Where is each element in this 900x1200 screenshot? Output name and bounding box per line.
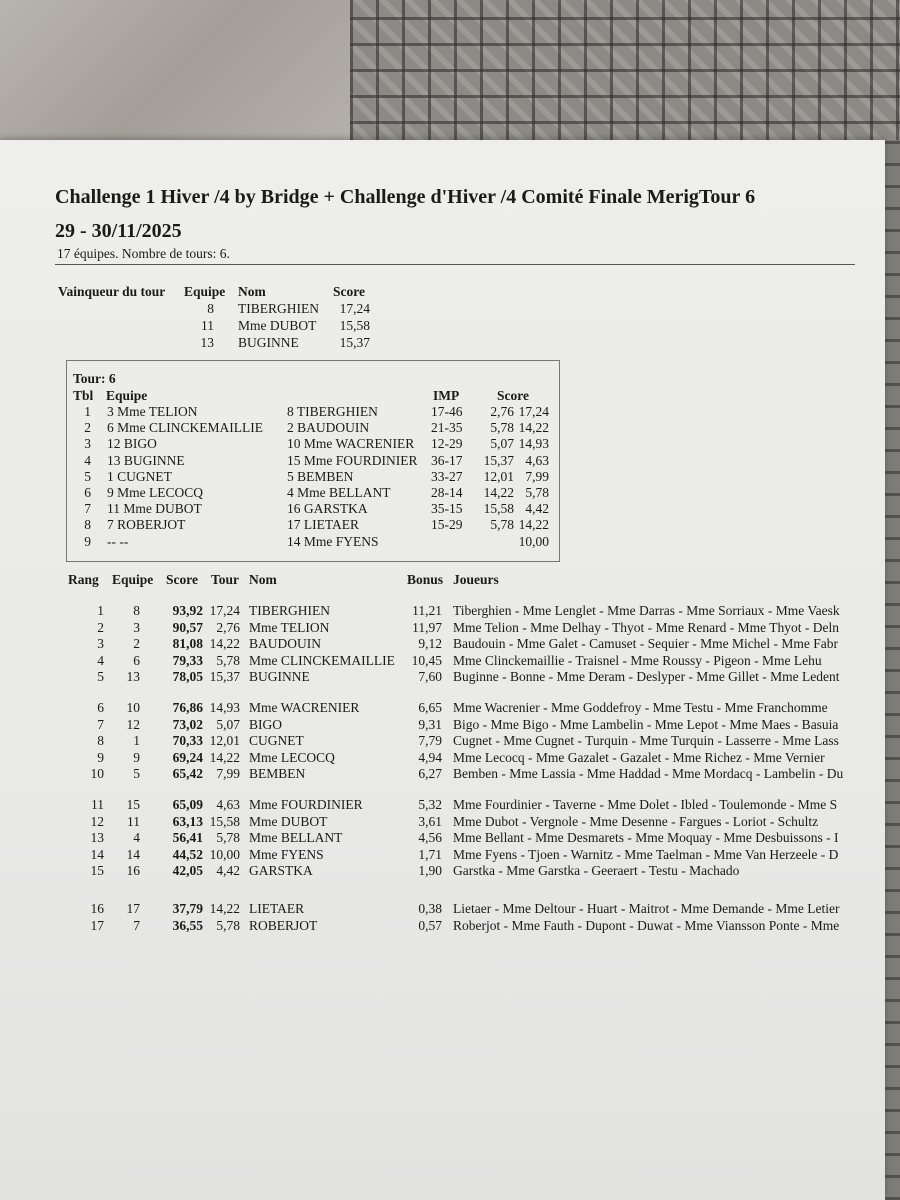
round-team-b: 8 TIBERGHIEN — [287, 404, 378, 419]
winner-score: 15,37 — [339, 335, 370, 350]
rank-score: 44,52 — [172, 846, 203, 862]
rank-bonus: 0,57 — [418, 918, 442, 933]
rank-value: 14 — [90, 846, 104, 862]
round-score-a: 2,76 — [490, 404, 514, 419]
rank-score: 37,79 — [172, 901, 203, 916]
rank-bonus: 7,79 — [418, 733, 442, 748]
rank-players: Mme Bellant - Mme Desmarets - Mme Moquay - Mme Desbuissons - I — [453, 830, 839, 845]
round-table-number: 4 — [84, 452, 91, 468]
rank-players: Tiberghien - Mme Lenglet - Mme Darras - Mme Sorriaux - Mme Vaesk — [453, 603, 840, 618]
rank-name: Mme BELLANT — [249, 830, 343, 845]
winner-name: TIBERGHIEN — [238, 301, 319, 316]
rank-players: Garstka - Mme Garstka - Geeraert - Testu - Machado — [453, 863, 740, 878]
round-team-a: 12 BIGO — [107, 436, 157, 452]
rank-score: 42,05 — [172, 863, 203, 878]
rank-team: 9 — [133, 749, 140, 765]
rank-players: Mme Telion - Mme Delhay - Thyot - Mme Renard - Mme Thyot - Deln — [453, 619, 839, 635]
rank-bonus: 4,94 — [418, 749, 442, 765]
rank-team: 13 — [126, 669, 140, 684]
round-table-number: 1 — [84, 404, 91, 419]
ranking-team-header: Equipe — [112, 572, 154, 587]
rank-name: GARSTKA — [249, 863, 313, 878]
rank-bonus: 0,38 — [418, 901, 442, 916]
winners-label: Vainqueur du tour — [58, 284, 166, 299]
round-imp: 17-46 — [431, 404, 463, 419]
rank-value: 8 — [97, 733, 104, 748]
rank-score: 90,57 — [172, 619, 203, 635]
round-team-b: 14 Mme FYENS — [287, 533, 379, 549]
round-team-b: 2 BAUDOUIN — [287, 420, 370, 436]
rank-tour: 2,76 — [216, 619, 240, 635]
rank-bonus: 11,97 — [412, 619, 442, 635]
rank-tour: 14,93 — [209, 700, 240, 715]
round-score-b: 14,22 — [518, 517, 549, 533]
rank-players: Mme Wacrenier - Mme Goddefroy - Mme Testu - Mme Franchomme — [453, 700, 828, 715]
round-table-number: 7 — [84, 501, 91, 517]
rank-value: 15 — [90, 863, 104, 878]
winner-team: 13 — [200, 335, 214, 350]
rank-value: 10 — [90, 766, 104, 781]
rank-name: Mme FOURDINIER — [249, 797, 363, 812]
rank-score: 79,33 — [172, 652, 203, 668]
round-score-b: 4,63 — [525, 452, 549, 468]
rank-tour: 5,78 — [216, 652, 240, 668]
round-score-b: 7,99 — [525, 468, 549, 484]
rank-team: 3 — [133, 619, 140, 635]
round-score-a: 15,58 — [483, 501, 514, 517]
rank-players: Mme Dubot - Vergnole - Mme Desenne - Fargues - Loriot - Schultz — [453, 813, 819, 829]
rank-name: Mme LECOCQ — [249, 749, 335, 765]
rank-bonus: 6,27 — [418, 766, 442, 781]
rank-bonus: 9,12 — [418, 636, 442, 651]
round-team-b: 15 Mme FOURDINIER — [287, 452, 418, 468]
round-imp: 21-35 — [431, 420, 463, 436]
rank-bonus: 9,31 — [418, 716, 442, 732]
round-team-b: 17 LIETAER — [287, 517, 360, 533]
background-leather — [0, 0, 350, 150]
round-team-a: 1 CUGNET — [107, 468, 172, 484]
round-table-number: 8 — [84, 517, 91, 533]
rank-team: 16 — [126, 863, 140, 878]
rank-team: 11 — [127, 813, 140, 829]
rank-players: Buginne - Bonne - Mme Deram - Deslyper - Mme Gillet - Mme Ledent — [453, 669, 840, 684]
rank-tour: 12,01 — [209, 733, 240, 748]
rank-players: Cugnet - Mme Cugnet - Turquin - Mme Turquin - Lasserre - Mme Lass — [453, 733, 839, 748]
rank-value: 6 — [97, 700, 104, 715]
rank-players: Bigo - Mme Bigo - Mme Lambelin - Mme Lepot - Mme Maes - Basuia — [453, 716, 839, 732]
rank-tour: 7,99 — [216, 766, 240, 781]
rank-team: 14 — [126, 846, 140, 862]
rank-bonus: 1,71 — [418, 846, 442, 862]
rank-score: 65,09 — [172, 797, 203, 812]
winner-score: 17,24 — [339, 301, 370, 316]
rank-score: 70,33 — [172, 733, 203, 748]
winner-name: Mme DUBOT — [238, 318, 317, 333]
rank-name: BEMBEN — [249, 766, 306, 781]
title-divider — [55, 264, 855, 265]
event-info: 17 équipes. Nombre de tours: 6. — [57, 246, 230, 261]
round-team-a: 3 Mme TELION — [107, 404, 198, 419]
round-score-a: 5,78 — [490, 420, 514, 436]
round-table-number: 6 — [84, 485, 91, 500]
round-table-number: 9 — [84, 533, 91, 549]
winner-team: 8 — [207, 301, 214, 316]
winner-name: BUGINNE — [238, 335, 299, 350]
rank-tour: 10,00 — [209, 846, 240, 862]
rank-name: BIGO — [249, 716, 282, 732]
rank-players: Baudouin - Mme Galet - Camuset - Sequier - Mme Michel - Mme Fabr — [453, 636, 839, 651]
rank-score: 93,92 — [172, 603, 203, 618]
round-label: Tour: 6 — [73, 371, 116, 386]
round-imp-header: IMP — [433, 388, 460, 403]
round-table-number: 3 — [84, 436, 91, 452]
rank-value: 2 — [97, 619, 104, 635]
winner-team: 11 — [201, 318, 214, 333]
rank-tour: 4,63 — [216, 797, 240, 812]
rank-score: 76,86 — [172, 700, 203, 715]
rank-name: BAUDOUIN — [249, 636, 321, 651]
rank-players: Mme Lecocq - Mme Gazalet - Gazalet - Mme Richez - Mme Vernier — [453, 749, 825, 765]
rank-name: Mme CLINCKEMAILLIE — [249, 652, 395, 668]
rank-team: 6 — [133, 652, 140, 668]
round-imp: 36-17 — [431, 452, 463, 468]
round-score-header: Score — [497, 388, 529, 403]
rank-players: Mme Fyens - Tjoen - Warnitz - Mme Taelman - Mme Van Herzeele - D — [453, 846, 839, 862]
rank-name: Mme FYENS — [249, 846, 324, 862]
rank-team: 1 — [133, 733, 140, 748]
rank-value: 5 — [97, 669, 104, 684]
round-team-b: 16 GARSTKA — [287, 501, 368, 517]
rank-value: 16 — [90, 901, 104, 916]
round-imp: 15-29 — [431, 517, 463, 533]
round-imp: 12-29 — [431, 436, 463, 452]
round-team-b: 4 Mme BELLANT — [287, 485, 391, 500]
round-team-a: 13 BUGINNE — [107, 452, 185, 468]
round-team-a: 11 Mme DUBOT — [107, 501, 202, 517]
winner-score: 15,58 — [339, 318, 370, 333]
rank-name: Mme WACRENIER — [249, 700, 360, 715]
rank-team: 15 — [126, 797, 140, 812]
rank-score: 81,08 — [172, 636, 203, 651]
round-score-b: 17,24 — [518, 404, 549, 419]
winners-team-header: Equipe — [184, 284, 226, 299]
rank-bonus: 1,90 — [418, 863, 442, 878]
round-imp: 33-27 — [431, 468, 463, 484]
rank-value: 11 — [91, 797, 104, 812]
rank-value: 12 — [90, 813, 104, 829]
round-score-a: 12,01 — [483, 468, 514, 484]
rank-team: 7 — [133, 918, 140, 933]
rank-tour: 14,22 — [209, 636, 240, 651]
round-table-number: 2 — [84, 420, 91, 436]
rank-players: Lietaer - Mme Deltour - Huart - Maitrot - Mme Demande - Mme Letier — [453, 901, 840, 916]
rank-score: 36,55 — [172, 918, 203, 933]
ranking-rank-header: Rang — [68, 572, 99, 587]
round-score-b: 14,93 — [518, 436, 549, 452]
ranking-tour-header: Tour — [211, 572, 240, 587]
rank-team: 10 — [126, 700, 140, 715]
rank-team: 5 — [133, 766, 140, 781]
round-team-a: -- -- — [107, 533, 129, 549]
rank-tour: 15,58 — [209, 813, 240, 829]
ranking-score-header: Score — [166, 572, 198, 587]
round-score-a: 15,37 — [483, 452, 514, 468]
round-team-b: 10 Mme WACRENIER — [287, 436, 415, 452]
rank-tour: 5,07 — [216, 716, 240, 732]
round-team-a: 7 ROBERJOT — [107, 517, 186, 533]
rank-score: 56,41 — [172, 830, 203, 845]
rank-team: 2 — [133, 636, 140, 651]
rank-tour: 14,22 — [209, 749, 240, 765]
ranking-players-header: Joueurs — [453, 572, 499, 587]
rank-value: 9 — [97, 749, 104, 765]
rank-score: 78,05 — [172, 669, 203, 684]
rank-tour: 14,22 — [209, 901, 240, 916]
rank-bonus: 7,60 — [418, 669, 442, 684]
rank-team: 17 — [126, 901, 140, 916]
rank-tour: 17,24 — [209, 603, 240, 618]
rank-value: 17 — [90, 918, 104, 933]
rank-value: 13 — [90, 830, 104, 845]
rank-players: Mme Fourdinier - Taverne - Mme Dolet - Ibled - Toulemonde - Mme S — [453, 797, 838, 812]
ranking-name-header: Nom — [249, 572, 277, 587]
round-team-header: Equipe — [106, 388, 148, 403]
rank-name: TIBERGHIEN — [249, 603, 330, 618]
rank-value: 4 — [97, 652, 104, 668]
round-score-b: 5,78 — [525, 485, 549, 500]
round-table-number: 5 — [84, 468, 91, 484]
rank-name: ROBERJOT — [249, 918, 318, 933]
rank-name: Mme TELION — [249, 619, 330, 635]
round-score-a: 5,07 — [490, 436, 514, 452]
rank-score: 63,13 — [172, 813, 203, 829]
rank-name: LIETAER — [249, 901, 305, 916]
round-score-a: 14,22 — [483, 485, 514, 500]
rank-bonus: 3,61 — [418, 813, 442, 829]
rank-players: Roberjot - Mme Fauth - Dupont - Duwat - Mme Viansson Ponte - Mme — [453, 918, 840, 933]
rank-name: BUGINNE — [249, 669, 310, 684]
round-score-b: 4,42 — [525, 501, 549, 517]
rank-bonus: 6,65 — [418, 700, 442, 715]
ranking-bonus-header: Bonus — [407, 572, 444, 587]
page-title: Challenge 1 Hiver /4 by Bridge + Challenge d'Hiver /4 Comité Finale MerigTour 6 — [55, 186, 756, 208]
rank-bonus: 5,32 — [418, 797, 442, 812]
rank-score: 65,42 — [172, 766, 203, 781]
rank-bonus: 11,21 — [412, 603, 442, 618]
rank-players: Mme Clinckemaillie - Traisnel - Mme Roussy - Pigeon - Mme Lehu — [453, 652, 822, 668]
rank-players: Bemben - Mme Lassia - Mme Haddad - Mme Mordacq - Lambelin - Du — [453, 766, 844, 781]
rank-team: 4 — [133, 830, 140, 845]
round-imp: 28-14 — [431, 485, 463, 500]
rank-value: 3 — [97, 636, 104, 651]
rank-value: 7 — [97, 716, 104, 732]
rank-name: Mme DUBOT — [249, 813, 328, 829]
round-team-a: 9 Mme LECOCQ — [107, 485, 203, 500]
rank-team: 8 — [133, 603, 140, 618]
round-imp: 35-15 — [431, 501, 463, 517]
rank-name: CUGNET — [249, 733, 304, 748]
round-score-b: 10,00 — [518, 533, 549, 549]
rank-value: 1 — [97, 603, 104, 618]
round-team-a: 6 Mme CLINCKEMAILLIE — [107, 420, 263, 436]
rank-bonus: 10,45 — [411, 652, 442, 668]
round-score-a: 5,78 — [490, 517, 514, 533]
background-patterned-fabric — [350, 0, 900, 150]
rank-tour: 4,42 — [216, 863, 240, 878]
event-date: 29 - 30/11/2025 — [55, 220, 182, 242]
rank-bonus: 4,56 — [418, 830, 442, 845]
round-tbl-header: Tbl — [73, 388, 94, 403]
rank-score: 69,24 — [172, 749, 203, 765]
round-score-b: 14,22 — [518, 420, 549, 436]
rank-team: 12 — [126, 716, 140, 732]
winners-name-header: Nom — [238, 284, 266, 299]
rank-tour: 5,78 — [216, 918, 240, 933]
rank-tour: 15,37 — [209, 669, 240, 684]
round-team-b: 5 BEMBEN — [287, 468, 354, 484]
rank-score: 73,02 — [172, 716, 203, 732]
winners-score-header: Score — [333, 284, 365, 299]
rank-tour: 5,78 — [216, 830, 240, 845]
